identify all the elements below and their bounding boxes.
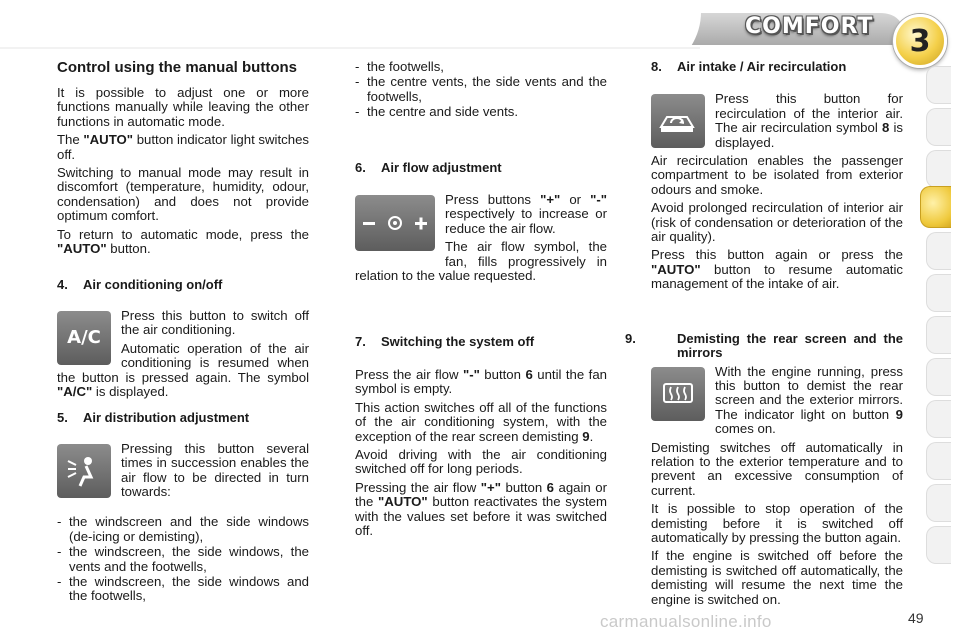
paragraph: To return to automatic mode, press the "AUTO" button.	[57, 226, 309, 257]
section-9-heading: 9. Demisting the rear screen and the mirrors	[625, 330, 903, 361]
chapter-tab-active[interactable]	[920, 186, 951, 228]
list-item: - the centre vents, the side vents and the footwells,	[355, 75, 607, 104]
page-number: 49	[908, 610, 924, 626]
paragraph: The air flow symbol, the fan, fills progressively in relation to the value requested.	[355, 239, 607, 284]
paragraph: It is possible to adjust one or more functions manually while leaving the other functions in automatic mode.	[57, 85, 309, 129]
paragraph: Pressing this button several times in succession enables the air flow to be directed in turn towards:	[121, 440, 309, 499]
section-4-heading: 4. Air conditioning on/off	[57, 277, 223, 293]
chapter-tab[interactable]	[926, 66, 951, 104]
paragraph: If the engine is switched off before the demisting is switched off automatically, the demisting will resume the next time the engine is switched on.	[651, 548, 903, 607]
watermark: carmanualsonline.info	[600, 612, 772, 631]
chapter-tab[interactable]	[926, 400, 951, 438]
chapter-title: COMFORT	[745, 14, 874, 39]
paragraph: It is possible to stop operation of the demisting before it is switched off automatically by pressing the button again.	[651, 501, 903, 545]
paragraph: Air recirculation enables the passenger compartment to be isolated from exterior odours and smoke.	[651, 153, 903, 197]
paragraph: Press this button to switch off the air conditioning.	[121, 307, 309, 338]
list-item: - the windscreen and the side windows (de-icing or demisting),	[57, 515, 309, 544]
chapter-tab[interactable]	[926, 484, 951, 522]
paragraph: Pressing the air flow "+" button 6 again or the "AUTO" button reactivates the system with the values set before it was switched off.	[355, 479, 607, 538]
paragraph: With the engine running, press this button to demist the rear screen and the exterior mirrors. The indicator light on button 9 comes on.	[715, 363, 903, 437]
chapter-tab[interactable]	[926, 108, 951, 146]
rear-demist-icon	[651, 367, 705, 421]
column-left	[57, 60, 309, 605]
paragraph: Press buttons "+" or "-" respectively to increase or reduce the air flow.	[445, 192, 607, 236]
paragraph: Press this button again or press the "AUTO" button to resume automatic management of the intake of air.	[651, 247, 903, 292]
ac-button-icon: A/C	[57, 311, 111, 365]
distribution-list	[57, 515, 309, 603]
chapter-tab[interactable]	[926, 358, 951, 396]
paragraph: This action switches off all of the functions of the air conditioning system, with the exception of the rear screen demisting 9.	[355, 399, 607, 444]
paragraph: Avoid prolonged recirculation of interior air (risk of condensation or deterioration of the air quality).	[651, 200, 903, 245]
chapter-tab[interactable]	[926, 526, 951, 564]
chapter-tabs	[926, 66, 960, 576]
chapter-tab[interactable]	[926, 150, 951, 188]
paragraph: Switching to manual mode may result in discomfort (temperature, humidity, odour, condensation) and does not provide optimum comfort.	[57, 165, 309, 224]
air-flow-icon	[355, 195, 435, 251]
chapter-number: 3	[909, 23, 931, 59]
section-7-heading: 7. Switching the system off	[355, 334, 535, 350]
paragraph: Automatic operation of the air conditioning is resumed when the button is pressed again. The symbol "A/C" is displayed.	[57, 340, 309, 399]
section-heading: Control using the manual buttons	[57, 59, 297, 76]
air-distribution-icon	[57, 444, 111, 498]
page-header	[0, 0, 960, 60]
chapter-tab[interactable]	[926, 274, 951, 312]
list-item: - the windscreen, the side windows, the vents and the footwells,	[57, 545, 309, 574]
paragraph: The "AUTO" button indicator light switches off.	[57, 132, 309, 162]
section-6-heading: 6. Air flow adjustment	[355, 159, 502, 175]
recirculation-icon	[651, 94, 705, 148]
column-middle	[355, 60, 607, 542]
section-5-heading: 5. Air distribution adjustment	[57, 410, 250, 426]
column-right	[625, 59, 903, 611]
list-item: - the centre and side vents.	[355, 105, 607, 119]
list-item: - the windscreen, the side windows and the footwells,	[57, 575, 309, 604]
list-item: - the footwells,	[355, 60, 607, 74]
chapter-tab[interactable]	[926, 232, 951, 270]
section-8-heading: 8. Air intake / Air recirculation	[651, 59, 847, 74]
paragraph: Avoid driving with the air conditioning switched off for long periods.	[355, 446, 607, 477]
chapter-tab[interactable]	[926, 442, 951, 480]
paragraph: Press this button for recirculation of the interior air. The air recirculation symbol 8 is displayed.	[715, 91, 903, 150]
paragraph: Demisting switches off automatically in relation to the exterior temperature and to prevent an excessive consumption of current.	[651, 439, 903, 498]
paragraph: Press the air flow "-" button 6 until the fan symbol is empty.	[355, 366, 607, 397]
chapter-tab[interactable]	[926, 316, 951, 354]
distribution-list-continued	[355, 60, 607, 120]
